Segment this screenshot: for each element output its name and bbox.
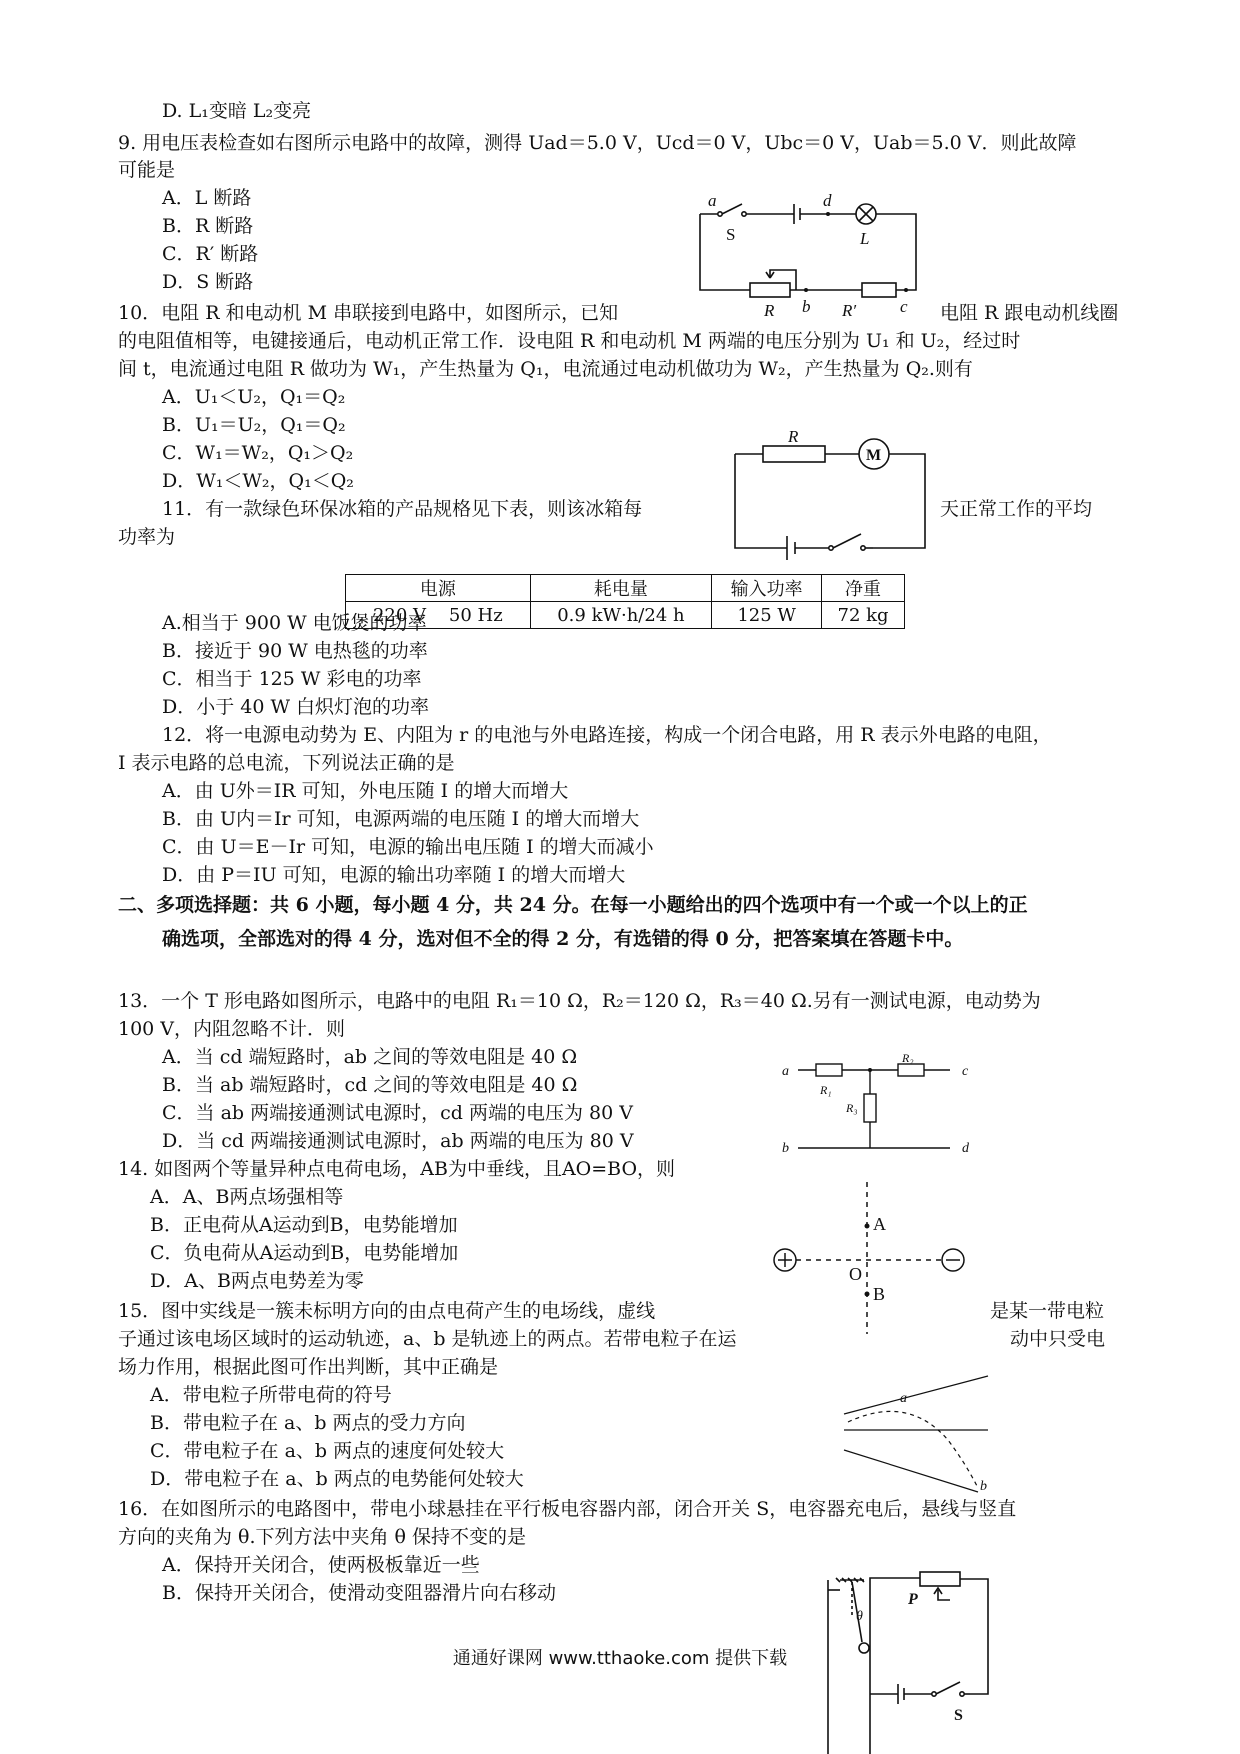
dipole-field-figure-q14 (765, 1178, 985, 1338)
text-line: 是某一带电粒 (990, 1300, 1105, 1322)
text-line: D．由 P＝IU 可知，电源的输出功率随 I 的增大而增大 (162, 864, 626, 886)
header-cell: 输入功率 (712, 575, 822, 602)
header-cell: 电源 (346, 575, 531, 602)
text-line: C．当 ab 两端接通测试电源时，cd 两端的电压为 80 V (162, 1102, 633, 1124)
text-line: 功率为 (118, 526, 176, 548)
value-cell: 125 W (712, 602, 822, 629)
text-line: C．负电荷从A运动到B，电势能增加 (150, 1242, 459, 1264)
text-line: 100 V，内阻忽略不计．则 (118, 1018, 346, 1040)
text-line: C．带电粒子在 a、b 两点的速度何处较大 (150, 1440, 505, 1462)
text-line: A．L 断路 (162, 187, 252, 209)
fig9-label: R′ (842, 301, 857, 320)
fig9-label: S (726, 225, 736, 244)
text-line: D．A、B两点电势差为零 (150, 1270, 364, 1292)
text-line: D．当 cd 两端接通测试电源时，ab 两端的电压为 80 V (162, 1130, 634, 1152)
text-line: 天正常工作的平均 (940, 498, 1093, 520)
page-footer: 通通好课网 www.tthaoke.com 提供下载 (452, 1648, 788, 1669)
fig9-label: b (802, 297, 811, 316)
text-line: 10．电阻 R 和电动机 M 串联接到电路中，如图所示，已知 (118, 302, 619, 324)
text-line: D．带电粒子在 a、b 两点的电势能何处较大 (150, 1468, 524, 1490)
text-line: A.相当于 900 W 电饭煲的功率 (162, 612, 427, 634)
text-line: 场力作用，根据此图可作出判断，其中正确是 (118, 1356, 499, 1378)
text-line: B．当 ab 端短路时，cd 之间的等效电阻是 40 Ω (162, 1074, 578, 1096)
text-line: C．相当于 125 W 彩电的功率 (162, 668, 422, 690)
text-line: 11．有一款绿色环保冰箱的产品规格见下表，则该冰箱每 (162, 498, 643, 520)
fridge-spec-table (345, 574, 905, 629)
fig9-label: L (860, 229, 870, 248)
table-header-row (346, 575, 905, 602)
text-line: A．当 cd 端短路时，ab 之间的等效电阻是 40 Ω (162, 1046, 578, 1068)
text-line: B．正电荷从A运动到B，电势能增加 (150, 1214, 458, 1236)
text-line: 间 t，电流通过电阻 R 做功为 W₁，产生热量为 Q₁，电流通过电动机做功为 W₂，产生热量为 Q₂.则有 (118, 358, 973, 380)
text-line: A．保持开关闭合，使两极板靠近一些 (162, 1554, 480, 1576)
fig14-label: O (849, 1264, 862, 1284)
text-line: 动中只受电 (1010, 1328, 1106, 1350)
text-line: I 表示电路的总电流，下列说法正确的是 (118, 752, 455, 774)
text-line: C．W₁＝W₂，Q₁＞Q₂ (162, 442, 354, 464)
fig14-label: A (873, 1214, 886, 1234)
text-line: 16．在如图所示的电路图中，带电小球悬挂在平行板电容器内部，闭合开关 S，电容器充电后，悬线与竖直 (118, 1498, 1017, 1520)
text-line: 12．将一电源电动势为 E、内阻为 r 的电池与外电路连接，构成一个闭合电路，用 R 表示外电路的电阻， (162, 724, 1052, 746)
text-line: 13．一个 T 形电路如图所示，电路中的电阻 R₁＝10 Ω，R₂＝120 Ω，R₃＝40 Ω.另有一测试电源，电动势为 (118, 990, 1041, 1012)
text-line: B．U₁＝U₂，Q₁＝Q₂ (162, 414, 346, 436)
text-line: 可能是 (118, 159, 176, 181)
text-line: D. L₁变暗 L₂变亮 (162, 100, 312, 122)
text-line: 9. 用电压表检查如右图所示电路中的故障，测得 Uad＝5.0 V，Ucd＝0 V，Ubc＝0 V，Uab＝5.0 V．则此故障 (118, 132, 1077, 154)
text-line: 14. 如图两个等量异种点电荷电场，AB为中垂线，且AO=BO，则 (118, 1158, 676, 1180)
fig13-label: a (782, 1064, 789, 1079)
fig9-label: d (823, 191, 832, 210)
field-lines-trajectory-figure-q15 (838, 1370, 998, 1500)
text-line: B．接近于 90 W 电热毯的功率 (162, 640, 428, 662)
text-line: 方向的夹角为 θ.下列方法中夹角 θ 保持不变的是 (118, 1526, 527, 1548)
fig13-label: R₃ (846, 1101, 858, 1115)
value-cell: 220 V 50 Hz (346, 602, 531, 629)
fig13-label: c (962, 1064, 969, 1079)
text-line: D．W₁＜W₂，Q₁＜Q₂ (162, 470, 354, 492)
circuit-figure-q9 (690, 190, 930, 320)
text-line: A．由 U外＝IR 可知，外电压随 I 的增大而增大 (162, 780, 569, 802)
text-line: C．由 U＝E－Ir 可知，电源的输出电压随 I 的增大而减小 (162, 836, 654, 858)
text-line: 电阻 R 跟电动机线圈 (940, 302, 1119, 324)
text-line: B．R 断路 (162, 215, 254, 237)
t-circuit-figure-q13 (780, 1048, 990, 1166)
text-line: 二、多项选择题：共 6 小题，每小题 4 分，共 24 分。在每一小题给出的四个选项中有一个或一个以上的正 (118, 894, 1028, 916)
fig9-label: c (900, 297, 908, 316)
circuit-figure-q10 (725, 430, 945, 560)
text-line: B．由 U内＝Ir 可知，电源两端的电压随 I 的增大而增大 (162, 808, 640, 830)
fig9-label: R (764, 301, 775, 320)
text-line: 15．图中实线是一簇未标明方向的由点电荷产生的电场线，虚线 (118, 1300, 656, 1322)
fig15-label: b (980, 1479, 987, 1494)
fig14-label: B (873, 1284, 886, 1304)
value-cell: 72 kg (822, 602, 905, 629)
table-row (346, 602, 905, 629)
text-line: 子通过该电场区域时的运动轨迹，a、b 是轨迹上的两点。若带电粒子在运 (118, 1328, 737, 1350)
fig10-label: R (788, 430, 799, 446)
text-line: 确选项，全部选对的得 4 分，选对但不全的得 2 分，有选错的得 0 分，把答案填在答题卡中。 (162, 928, 964, 950)
text-line: B．保持开关闭合，使滑动变阻器滑片向右移动 (162, 1582, 556, 1604)
text-line: A．带电粒子所带电荷的符号 (150, 1384, 392, 1406)
header-cell: 净重 (822, 575, 905, 602)
text-line: C．R′ 断路 (162, 243, 259, 265)
fig13-label: R₂ (902, 1051, 914, 1065)
text-line: A．A、B两点场强相等 (150, 1186, 344, 1208)
value-cell: 0.9 kW·h/24 h (530, 602, 712, 629)
text-line: B．带电粒子在 a、b 两点的受力方向 (150, 1412, 466, 1434)
fig9-label: a (708, 191, 717, 210)
fig13-label: b (782, 1141, 789, 1156)
text-line: 的电阻值相等，电键接通后，电动机正常工作．设电阻 R 和电动机 M 两端的电压分别为 U₁ 和 U₂，经过时 (118, 330, 1021, 352)
fig10-label: M (866, 447, 882, 464)
text-line: D．S 断路 (162, 271, 254, 293)
text-line: D．小于 40 W 白炽灯泡的功率 (162, 696, 430, 718)
fig15-label: a (900, 1391, 907, 1406)
text-line: A．U₁＜U₂，Q₁＝Q₂ (162, 386, 346, 408)
fig13-label: d (962, 1141, 969, 1156)
fig13-label: R₁ (820, 1083, 832, 1097)
fig16-label: P (908, 1591, 918, 1608)
fig16-label: S (954, 1707, 963, 1724)
fig16-label: θ (856, 1609, 863, 1624)
header-cell: 耗电量 (530, 575, 712, 602)
